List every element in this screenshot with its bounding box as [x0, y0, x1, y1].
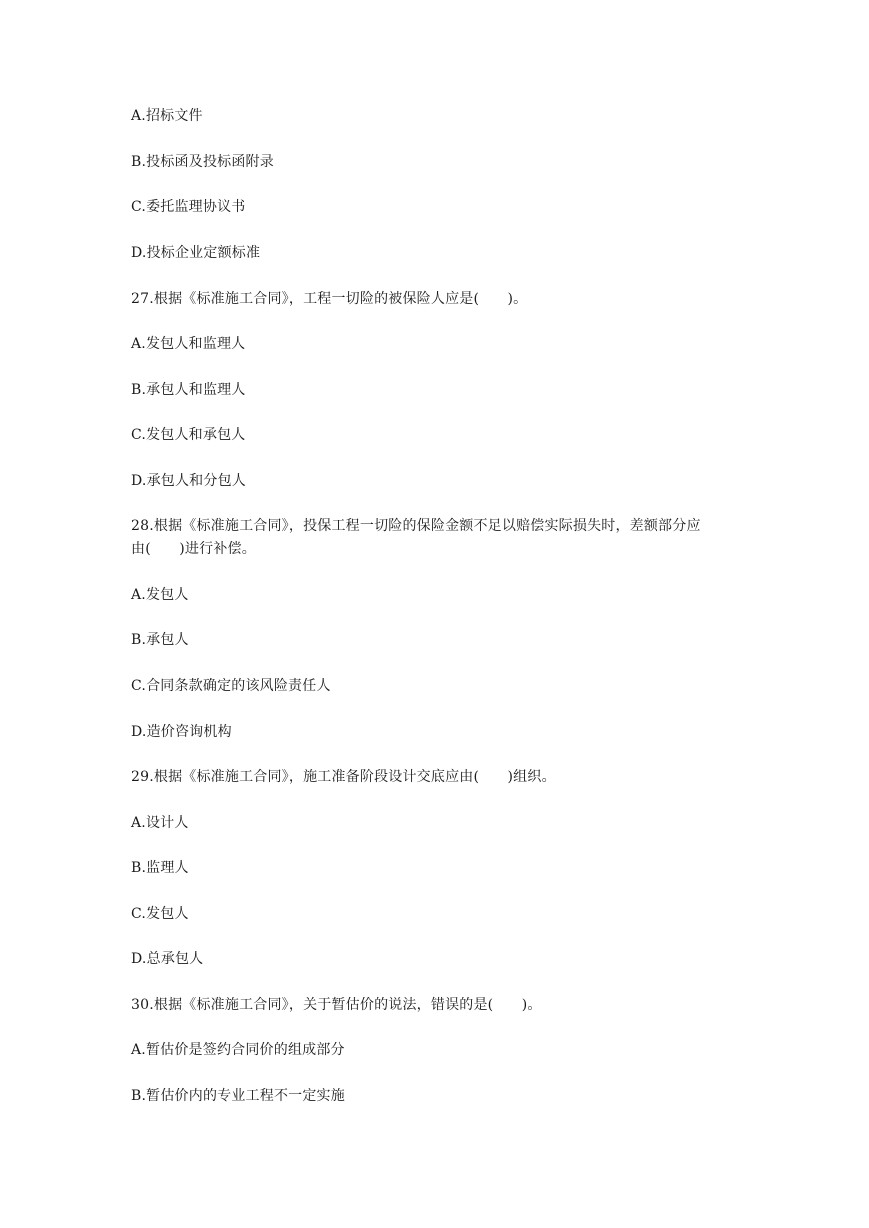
- option-d-q29: D.总承包人: [131, 951, 204, 967]
- option-b-q29: B.监理人: [131, 860, 189, 876]
- option-b-q27: B.承包人和监理人: [131, 382, 246, 398]
- option-d-q26: D.投标企业定额标准: [131, 245, 261, 261]
- option-a-q27: A.发包人和监理人: [131, 336, 246, 352]
- option-a-q29: A.设计人: [131, 815, 189, 831]
- option-c-q29: C.发包人: [131, 906, 189, 922]
- option-b-q30: B.暂估价内的专业工程不一定实施: [131, 1088, 345, 1104]
- option-a-q28: A.发包人: [131, 587, 189, 603]
- option-c-q26: C.委托监理协议书: [131, 199, 246, 215]
- option-b-q28: B.承包人: [131, 632, 189, 648]
- question-30: 30.根据《标准施工合同》，关于暂估价的说法，错误的是( )。: [131, 997, 542, 1013]
- question-29: 29.根据《标准施工合同》，施工准备阶段设计交底应由( )组织。: [131, 769, 556, 785]
- question-27: 27.根据《标准施工合同》，工程一切险的被保险人应是( )。: [131, 291, 528, 307]
- option-a-q30: A.暂估价是签约合同价的组成部分: [131, 1042, 345, 1058]
- option-c-q28: C.合同条款确定的该风险责任人: [131, 678, 331, 694]
- question-28-line-1: 28.根据《标准施工合同》，投保工程一切险的保险金额不足以赔偿实际损失时，差额部分应: [131, 518, 701, 534]
- option-a-q26: A.招标文件: [131, 108, 203, 124]
- question-28-line-2: 由( )进行补偿。: [131, 541, 256, 557]
- option-d-q27: D.承包人和分包人: [131, 473, 246, 489]
- option-d-q28: D.造价咨询机构: [131, 724, 232, 740]
- option-c-q27: C.发包人和承包人: [131, 427, 246, 443]
- option-b-q26: B.投标函及投标函附录: [131, 154, 274, 170]
